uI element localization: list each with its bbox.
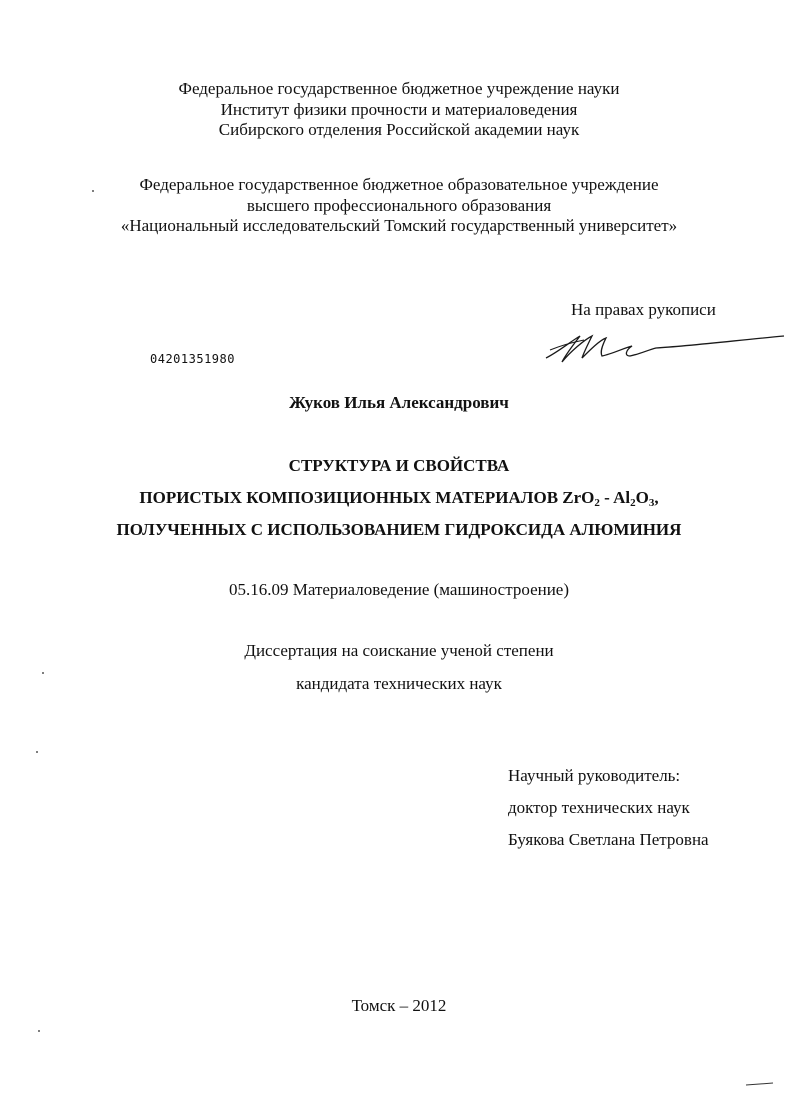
degree-line-1: Диссертация на соискание ученой степени <box>244 641 554 660</box>
subscript: 3 <box>648 497 655 509</box>
academy-line-1: Федеральное государственное бюджетное учреждение науки <box>178 79 620 98</box>
subscript: 2 <box>630 497 636 509</box>
scan-speck <box>36 751 38 753</box>
university-line-2: высшего профессионального образования <box>246 196 552 215</box>
title-segment: O <box>635 488 649 507</box>
author-name: Жуков Илья Александрович <box>289 393 509 412</box>
city-year: Томск – 2012 <box>351 996 447 1015</box>
academy-line-3: Сибирского отделения Российской академии наук <box>218 120 580 139</box>
scan-speck <box>42 672 44 674</box>
specialty: 05.16.09 Материаловедение (машиностроение) <box>228 580 570 599</box>
manuscript-note: На правах рукописи <box>571 300 716 319</box>
academy-line-2: Институт физики прочности и материаловедения <box>220 100 578 119</box>
subscript: 2 <box>594 497 600 509</box>
university-line-3: «Национальный исследовательский Томский государственный университет» <box>120 216 678 235</box>
supervisor-degree: доктор технических наук <box>508 798 690 817</box>
title-segment: - Al <box>599 488 631 507</box>
supervisor-label: Научный руководитель: <box>508 766 681 785</box>
university-line-1: Федеральное государственное бюджетное образовательное учреждение <box>139 175 659 194</box>
supervisor-name: Буякова Светлана Петровна <box>508 830 709 849</box>
thesis-title-line-1: СТРУКТУРА И СВОЙСТВА <box>288 456 510 475</box>
thesis-title-line-3: ПОЛУЧЕННЫХ С ИСПОЛЬЗОВАНИЕМ ГИДРОКСИДА АЛЮМИНИЯ <box>116 520 682 539</box>
signature-image <box>540 328 790 370</box>
scan-mark <box>745 1080 775 1088</box>
title-segment: , <box>654 488 659 507</box>
scan-speck <box>92 190 94 192</box>
thesis-title-line-2 <box>0 488 798 508</box>
title-segment: ПОРИСТЫХ КОМПОЗИЦИОННЫХ МАТЕРИАЛОВ ZrO <box>139 488 595 507</box>
registration-number: 04201351980 <box>150 352 235 366</box>
scan-speck <box>38 1030 40 1032</box>
degree-line-2: кандидата технических наук <box>296 674 502 693</box>
